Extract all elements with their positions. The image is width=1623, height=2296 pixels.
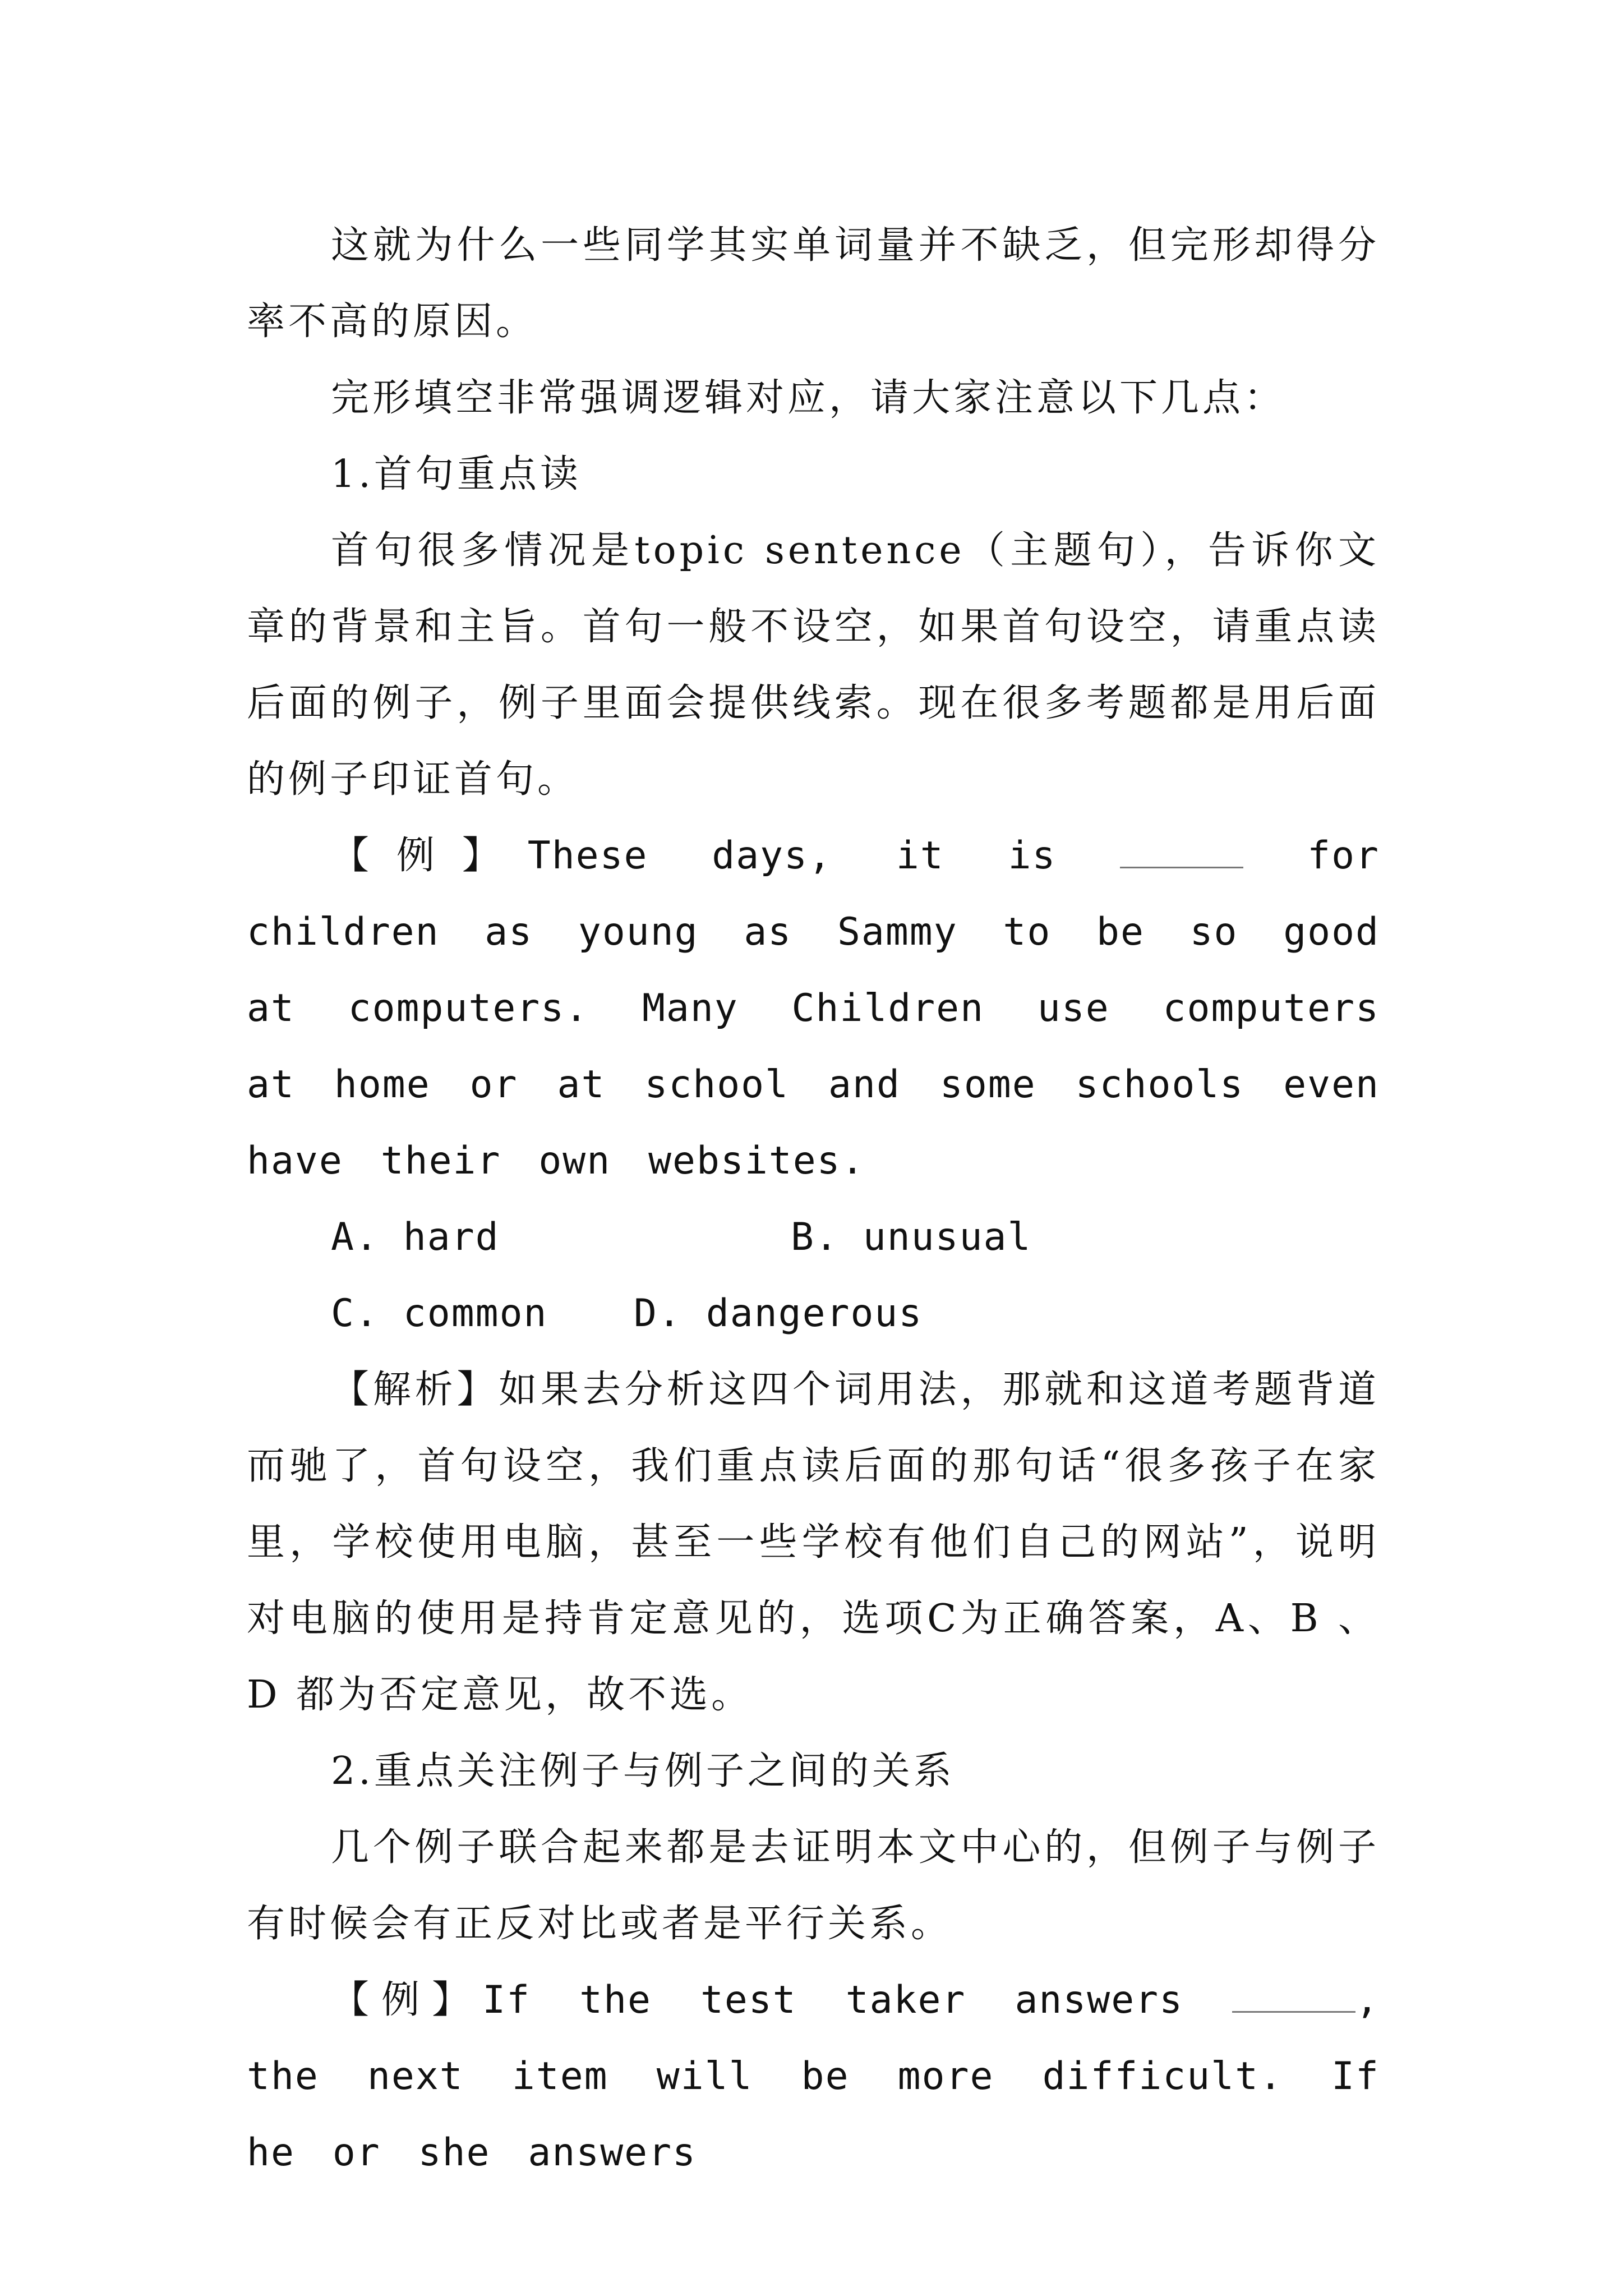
option-b: B. unusual	[791, 1215, 1032, 1259]
example-text-before-blank: These days, it is	[527, 834, 1121, 878]
option-d: D. dangerous	[634, 1291, 923, 1336]
example-label: 【例】	[331, 834, 528, 878]
example-text-before-blank: If the test taker answers	[482, 1978, 1233, 2022]
example-2	[247, 1962, 1380, 2191]
fill-in-blank	[1232, 1978, 1355, 2013]
example-text-after-blank: for children as young as Sammy to be so good at computers. Many Children use computers at home or at school and some schools even have their own websites.	[247, 834, 1380, 1183]
document-page	[247, 208, 1380, 2191]
option-a: A. hard	[331, 1215, 500, 1259]
fill-in-blank	[1120, 834, 1243, 868]
example-label: 【例】	[331, 1978, 483, 2022]
options-row-1	[247, 1199, 1380, 1276]
paragraph-topic-sentence: 首句很多情况是topic sentence（主题句），告诉你文章的背景和主旨。首句一般不设空，如果首句设空，请重点读后面的例子，例子里面会提供线索。现在很多考题都是用后面的例子印证首句。	[247, 528, 1380, 802]
options-row-2	[247, 1276, 1380, 1352]
example-1	[247, 818, 1380, 1199]
paragraph-vocabulary-reason: 这就为什么一些同学其实单词量并不缺乏，但完形却得分率不高的原因。	[247, 223, 1380, 344]
option-c: C. common	[331, 1291, 548, 1336]
paragraph-analysis: 【解析】如果去分析这四个词用法，那就和这道考题背道而驰了，首句设空，我们重点读后面的那句话“很多孩子在家里，学校使用电脑，甚至一些学校有他们自己的网站”，说明对电脑的使用是持肯定意见的，选项C为正确答案，A、B 、D 都为否定意见，故不选。	[247, 1368, 1380, 1717]
heading-example-relations: 2.重点关注例子与例子之间的关系	[331, 1749, 955, 1793]
heading-first-sentence: 1.首句重点读	[331, 452, 582, 496]
paragraph-examples-relation: 几个例子联合起来都是去证明本文中心的，但例子与例子有时候会有正反对比或者是平行关系。	[247, 1825, 1380, 1946]
paragraph-logic-intro: 完形填空非常强调逻辑对应，请大家注意以下几点：	[331, 376, 1286, 420]
example-text-after-blank: , the next item will be more difficult. If he or she answers	[247, 1978, 1380, 2175]
